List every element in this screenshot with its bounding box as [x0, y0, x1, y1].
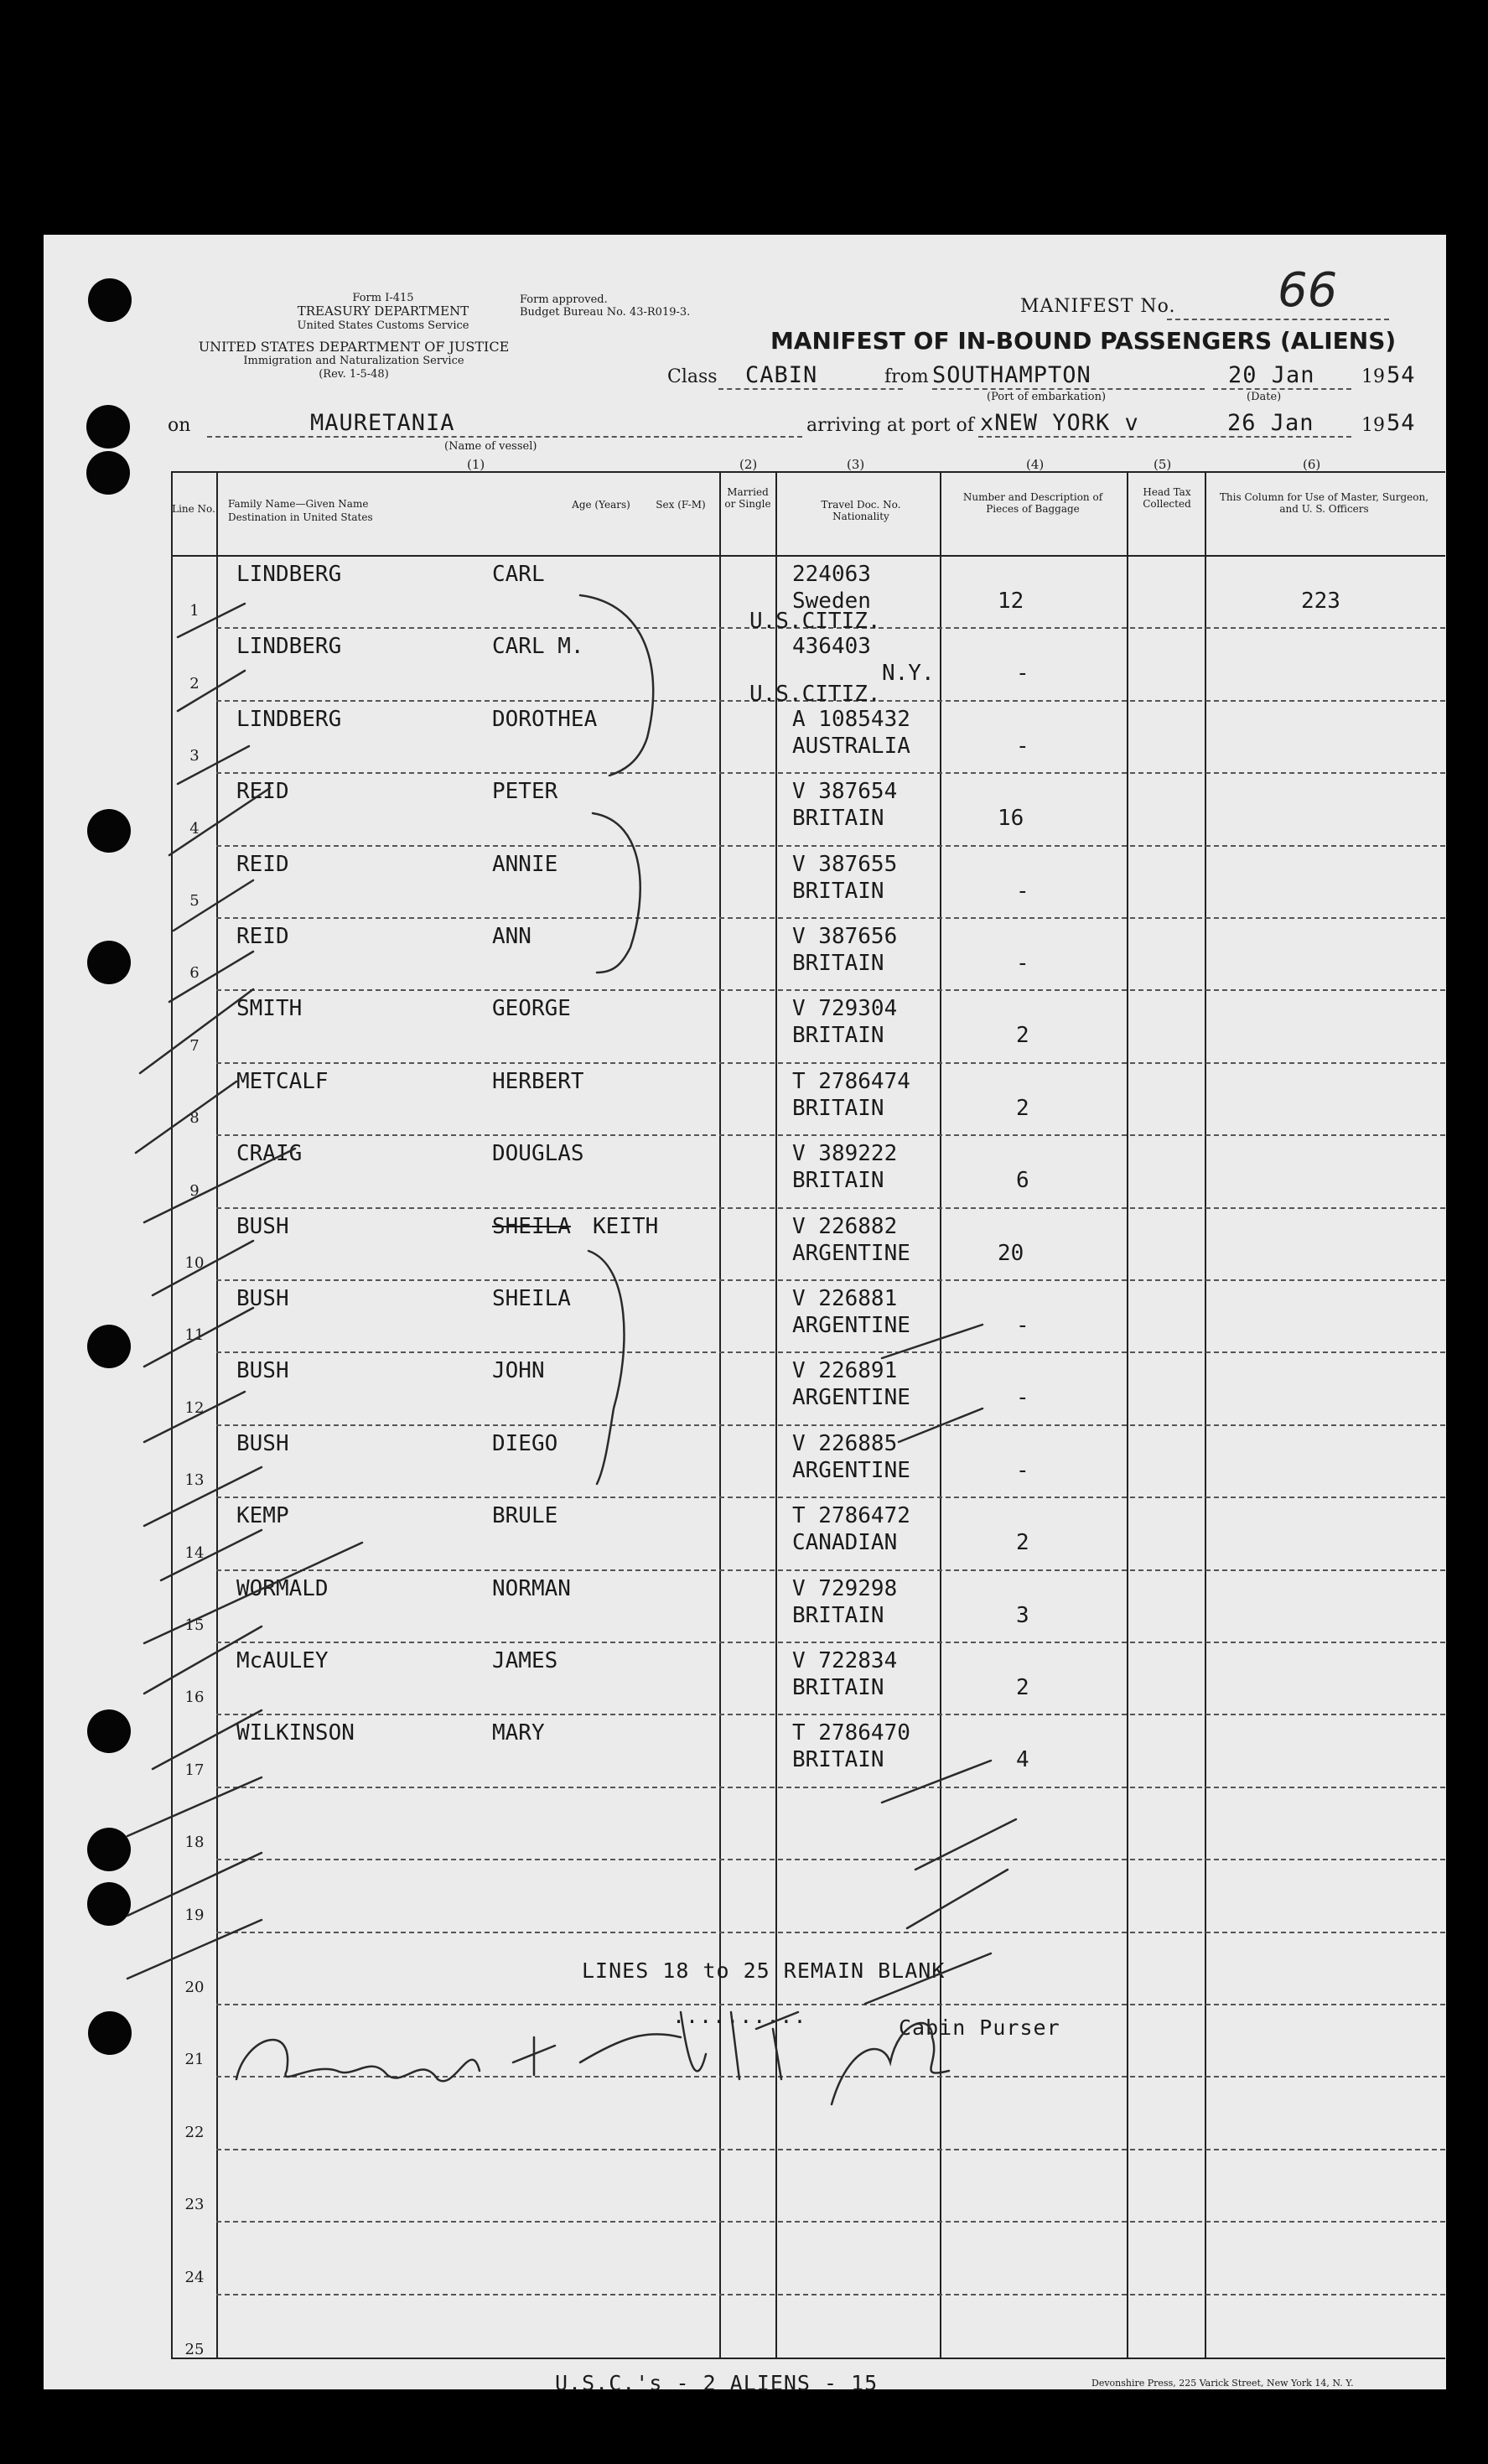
- line-number: 18: [184, 1834, 205, 1851]
- budget-bureau: Budget Bureau No. 43-R019-3.: [520, 306, 691, 319]
- line-number: 16: [184, 1688, 205, 1706]
- line-number: 20: [184, 1979, 205, 1996]
- purser-signature: [832, 2023, 949, 2104]
- arrival-date: 26 Jan: [1227, 410, 1314, 436]
- line-number: 21: [184, 2051, 205, 2068]
- baggage-count: -: [1016, 1313, 1029, 1338]
- column-number: (2): [739, 457, 758, 472]
- arrival-year: 54: [1387, 410, 1416, 436]
- travel-doc-number: T 2786470: [792, 1720, 910, 1746]
- handwritten-signature: [236, 2040, 480, 2081]
- family-name: LINDBERG: [236, 707, 342, 732]
- given-name: SHEILA: [492, 1286, 571, 1311]
- family-name: WILKINSON: [236, 1720, 355, 1746]
- citizenship-note: U.S.CITIZ.: [749, 609, 881, 634]
- on-label: on: [168, 415, 191, 436]
- form-approved: Form approved.: [520, 293, 608, 306]
- form-number: Form I-415: [352, 292, 414, 304]
- departure-date: 20 Jan: [1228, 362, 1315, 388]
- given-name: NORMAN: [492, 1576, 571, 1601]
- line-number: 3: [189, 747, 200, 765]
- col-header-name: Family Name—Given Name: [228, 498, 369, 510]
- nationality: BRITAIN: [792, 1023, 884, 1048]
- line-number: 13: [184, 1471, 205, 1489]
- nationality: ARGENTINE: [792, 1385, 910, 1410]
- purser-dots: ..........: [672, 2004, 807, 2028]
- col-header-line-no: Line No.: [172, 503, 215, 515]
- given-name: JAMES: [492, 1648, 558, 1673]
- family-name: LINDBERG: [236, 562, 342, 587]
- family-name: BUSH: [236, 1358, 289, 1383]
- remain-blank-note: LINES 18 to 25 REMAIN BLANK: [582, 1958, 946, 1983]
- class-label: Class: [667, 366, 718, 387]
- travel-doc-number: V 389222: [792, 1141, 898, 1166]
- given-name: PETER: [492, 779, 558, 804]
- port-caption: (Port of embarkation): [987, 391, 1107, 403]
- line-number: 10: [184, 1254, 205, 1272]
- travel-doc-number: T 2786472: [792, 1503, 910, 1528]
- family-name: BUSH: [236, 1431, 289, 1456]
- travel-doc-number: V 729304: [792, 996, 898, 1021]
- col-header-head-tax: Head Tax Collected: [1143, 486, 1191, 510]
- travel-doc-number: V 226881: [792, 1286, 898, 1311]
- nationality: AUSTRALIA: [792, 734, 910, 759]
- column-number: (1): [467, 457, 485, 472]
- line-number: 8: [189, 1109, 200, 1127]
- baggage-count: -: [1016, 1458, 1029, 1483]
- family-name: REID: [236, 779, 289, 804]
- given-name: ANNIE: [492, 852, 558, 877]
- line-number: 22: [184, 2124, 205, 2141]
- nationality: BRITAIN: [792, 1096, 884, 1121]
- baggage-count: 2: [1016, 1675, 1029, 1700]
- citizenship-note: U.S.CITIZ.: [749, 682, 881, 707]
- line-number: 14: [184, 1544, 205, 1562]
- travel-doc-number: T 2786474: [792, 1069, 910, 1094]
- alien-summary: U.S.C.'s - 2 ALIENS - 15: [555, 2371, 879, 2395]
- family-bracket: [580, 595, 653, 776]
- baggage-count: 2: [1016, 1530, 1029, 1555]
- class-value: CABIN: [745, 362, 818, 388]
- family-name: BUSH: [236, 1214, 289, 1239]
- family-name: REID: [236, 924, 289, 949]
- given-name: HERBERT: [492, 1069, 584, 1094]
- nationality: BRITAIN: [792, 806, 884, 831]
- line-number: 23: [184, 2196, 205, 2213]
- family-name: METCALF: [236, 1069, 329, 1094]
- baggage-count: -: [1016, 951, 1029, 976]
- customs-service: United States Customs Service: [297, 319, 469, 332]
- travel-doc-number: 436403: [792, 634, 871, 659]
- vessel-caption: (Name of vessel): [444, 440, 537, 453]
- department-of-justice: UNITED STATES DEPARTMENT OF JUSTICE: [198, 339, 510, 355]
- given-name: KEITH: [593, 1214, 659, 1239]
- travel-doc-number: V 226882: [792, 1214, 898, 1239]
- given-name: DIEGO: [492, 1431, 558, 1456]
- line-number: 9: [189, 1182, 200, 1200]
- given-name: CARL: [492, 562, 545, 587]
- vessel-name: MAURETANIA: [310, 410, 455, 436]
- year-prefix: 19: [1361, 415, 1385, 436]
- baggage-count: -: [1016, 879, 1029, 904]
- travel-doc-number: V 722834: [792, 1648, 898, 1673]
- line-number: 1: [189, 602, 200, 620]
- family-name: LINDBERG: [236, 634, 342, 659]
- line-number: 5: [189, 892, 200, 910]
- line-number: 2: [189, 675, 200, 693]
- ins: Immigration and Naturalization Service: [243, 355, 464, 367]
- given-name: JOHN: [492, 1358, 545, 1383]
- date-caption: (Date): [1247, 391, 1282, 403]
- nationality: ARGENTINE: [792, 1313, 910, 1338]
- travel-doc-number: V 729298: [792, 1576, 898, 1601]
- nationality: BRITAIN: [792, 1168, 884, 1193]
- col-header-officers: This Column for Use of Master, Surgeon, and U. S. Officers: [1219, 491, 1429, 515]
- col-header-travel-doc: Travel Doc. No. Nationality: [821, 499, 901, 522]
- col-header-destination: Destination in United States: [228, 511, 373, 523]
- year-prefix: 19: [1361, 366, 1385, 387]
- column-number: (3): [847, 457, 865, 472]
- line-number: 11: [184, 1326, 205, 1344]
- nationality: ARGENTINE: [792, 1241, 910, 1266]
- baggage-count: -: [1016, 661, 1029, 686]
- column-number: (5): [1154, 457, 1172, 472]
- printer-imprint: Devonshire Press, 225 Varick Street, New York 14, N. Y.: [1091, 2378, 1354, 2389]
- line-number: 24: [184, 2269, 205, 2286]
- family-name: CRAIG: [236, 1141, 303, 1166]
- col-header-age: Age (Years): [572, 499, 630, 511]
- given-name-struck: SHEILA: [492, 1214, 571, 1239]
- baggage-count: -: [1016, 1385, 1029, 1410]
- arriving-label: arriving at port of: [806, 415, 974, 436]
- from-label: from: [884, 366, 929, 387]
- line-number: 15: [184, 1616, 205, 1634]
- baggage-count: 16: [998, 806, 1024, 831]
- family-bracket: [593, 813, 640, 973]
- given-name: DOROTHEA: [492, 707, 598, 732]
- family-name: REID: [236, 852, 289, 877]
- family-name: KEMP: [236, 1503, 289, 1528]
- family-name: BUSH: [236, 1286, 289, 1311]
- manifest-number: 66: [1278, 263, 1338, 318]
- given-name: CARL M.: [492, 634, 584, 659]
- baggage-count: 20: [998, 1241, 1024, 1266]
- nationality: ARGENTINE: [792, 1458, 910, 1483]
- baggage-count: -: [1016, 734, 1029, 759]
- family-bracket: [588, 1251, 624, 1484]
- travel-doc-number: V 226891: [792, 1358, 898, 1383]
- departure-year: 54: [1387, 362, 1416, 388]
- department: TREASURY DEPARTMENT: [297, 303, 469, 319]
- line-number: 4: [189, 820, 200, 838]
- nationality: BRITAIN: [792, 951, 884, 976]
- given-name: DOUGLAS: [492, 1141, 584, 1166]
- family-name: WORMALD: [236, 1576, 329, 1601]
- nationality: CANADIAN: [792, 1530, 898, 1555]
- line-number: 17: [184, 1761, 205, 1779]
- baggage-count: 3: [1016, 1603, 1029, 1628]
- manifest-label: MANIFEST No.: [1020, 296, 1176, 317]
- line-number: 6: [189, 964, 200, 982]
- nationality: BRITAIN: [792, 1603, 884, 1628]
- baggage-count: 12: [998, 589, 1024, 614]
- travel-doc-number: V 387654: [792, 779, 898, 804]
- col-header-baggage: Number and Description of Pieces of Baggage: [962, 491, 1103, 515]
- baggage-count: 2: [1016, 1096, 1029, 1121]
- officer-note: 223: [1301, 589, 1340, 614]
- travel-doc-number: V 387656: [792, 924, 898, 949]
- page-title: MANIFEST OF IN-BOUND PASSENGERS (ALIENS): [770, 327, 1397, 355]
- nationality: Sweden: [792, 589, 871, 614]
- travel-doc-number: V 226885: [792, 1431, 898, 1456]
- baggage-count: 2: [1016, 1023, 1029, 1048]
- given-name: BRULE: [492, 1503, 558, 1528]
- line-number: 19: [184, 1906, 205, 1924]
- baggage-count: 4: [1016, 1747, 1029, 1772]
- purser-title: Cabin Purser: [899, 2015, 1060, 2040]
- given-name: MARY: [492, 1720, 545, 1746]
- line-number: 25: [184, 2341, 205, 2358]
- column-number: (6): [1303, 457, 1321, 472]
- baggage-count: 6: [1016, 1168, 1029, 1193]
- travel-doc-number: 224063: [792, 562, 871, 587]
- line-number: 12: [184, 1399, 205, 1417]
- pen-marks: [44, 235, 1446, 2389]
- nationality: BRITAIN: [792, 1747, 884, 1772]
- nationality: BRITAIN: [792, 879, 884, 904]
- arrival-port: xNEW YORK v: [980, 410, 1139, 436]
- col-header-married: Married or Single: [724, 486, 771, 510]
- line-number: 7: [189, 1037, 200, 1055]
- travel-doc-number: A 1085432: [792, 707, 910, 732]
- col-header-sex: Sex (F-M): [656, 499, 706, 511]
- given-name: GEORGE: [492, 996, 571, 1021]
- travel-doc-number: V 387655: [792, 852, 898, 877]
- port-of-embarkation: SOUTHAMPTON: [932, 362, 1091, 388]
- given-name: ANN: [492, 924, 531, 949]
- family-name: McAULEY: [236, 1648, 329, 1673]
- column-number: (4): [1026, 457, 1045, 472]
- family-name: SMITH: [236, 996, 303, 1021]
- manifest-sheet: [44, 235, 1446, 2395]
- nationality: N.Y.: [882, 661, 935, 686]
- nationality: BRITAIN: [792, 1675, 884, 1700]
- revision: (Rev. 1-5-48): [319, 368, 389, 381]
